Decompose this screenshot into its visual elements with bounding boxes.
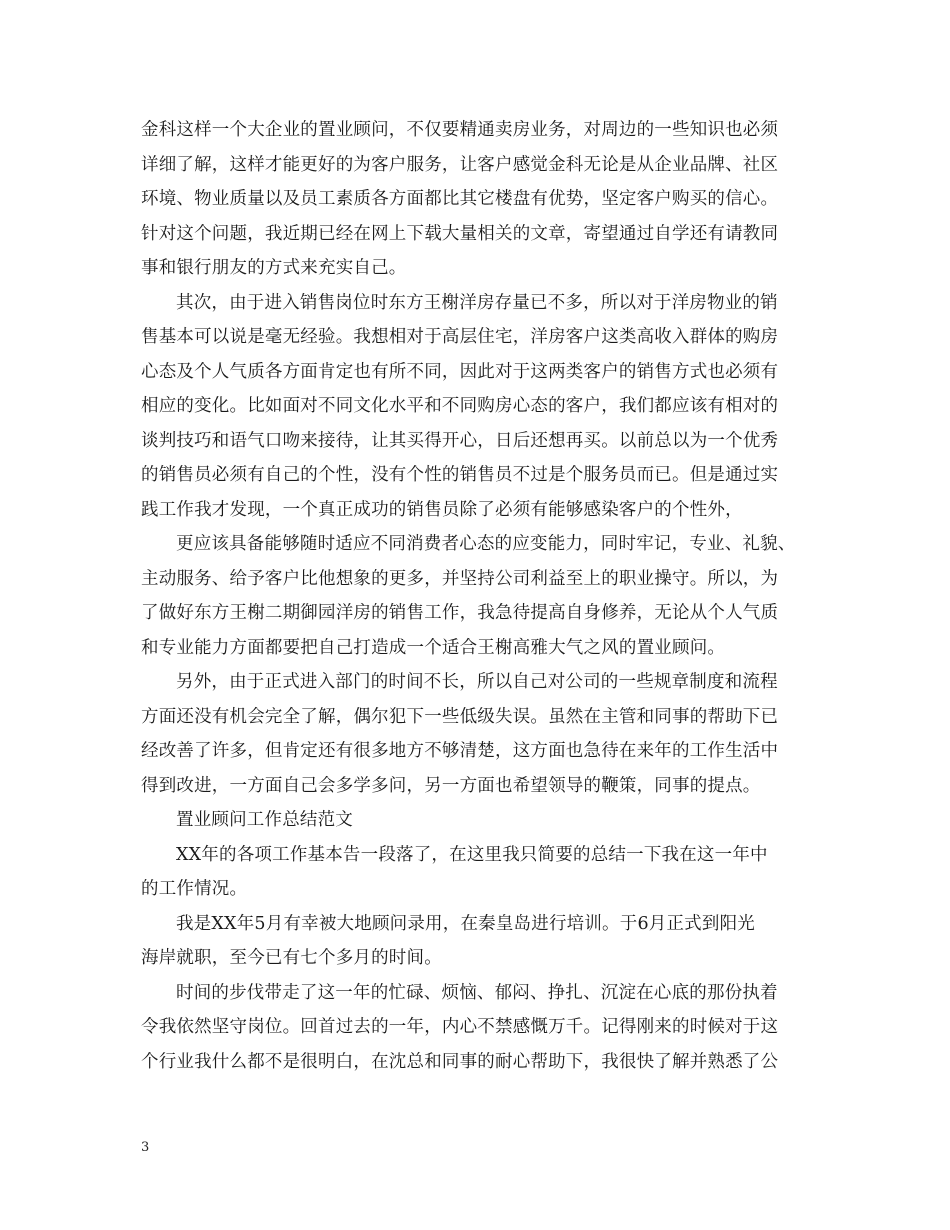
text-line: 令我依然坚守岗位。回首过去的一年，内心不禁感慨万千。记得刚来的时候对于这 xyxy=(141,1017,779,1037)
page-number: 3 xyxy=(141,1140,150,1155)
text-line: 环境、物业质量以及员工素质各方面都比其它楼盘有优势，坚定客户购买的信心。 xyxy=(141,189,779,209)
text-line: 了做好东方王榭二期御园洋房的销售工作，我急待提高自身修养，无论从个人气质 xyxy=(141,603,779,623)
text-line: 事和银行朋友的方式来充实自己。 xyxy=(141,258,407,278)
text-line: 主动服务、给予客户比他想象的更多，并坚持公司利益至上的职业操守。所以，为 xyxy=(141,568,779,589)
text-line: 践工作我才发现，一个真正成功的销售员除了必须有能够感染客户的个性外， xyxy=(141,499,743,520)
text-line: 个行业我什么都不是很明白，在沈总和同事的耐心帮助下，我很快了解并熟悉了公 xyxy=(141,1051,779,1072)
text-line: 经改善了许多，但肯定还有很多地方不够清楚，这方面也急待在来年的工作生活中 xyxy=(141,741,779,761)
text-line: 谈判技巧和语气口吻来接待，让其买得开心，日后还想再买。以前总以为一个优秀 xyxy=(141,430,779,451)
text-line: 得到改进，一方面自己会多学多问，另一方面也希望领导的鞭策，同事的提点。 xyxy=(141,775,761,796)
text-line: 售基本可以说是毫无经验。我想相对于高层住宅，洋房客户这类高收入群体的购房 xyxy=(141,327,779,347)
text-line: 方面还没有机会完全了解，偶尔犯下一些低级失误。虽然在主管和同事的帮助下已 xyxy=(141,706,779,727)
document-body xyxy=(141,113,831,1079)
text-line: 的工作情况。 xyxy=(141,879,248,899)
text-line: 海岸就职，至今已有七个多月的时间。 xyxy=(141,948,442,968)
text-line: 针对这个问题，我近期已经在网上下载大量相关的文章，寄望通过自学还有请教同 xyxy=(141,223,779,244)
text-line: 详细了解，这样才能更好的为客户服务，让客户感觉金科无论是从企业品牌、社区 xyxy=(141,154,779,175)
text-line: 另外，由于正式进入部门的时间不长，所以自己对公司的一些规章制度和流程 xyxy=(176,672,778,692)
text-line: 置业顾问工作总结范文 xyxy=(176,810,353,830)
text-line: 和专业能力方面都要把自己打造成一个适合王榭高雅大气之风的置业顾问。 xyxy=(141,637,726,658)
text-line: XX年的各项工作基本告一段落了，在这里我只简要的总结一下我在这一年中 xyxy=(176,844,768,865)
text-line: 心态及个人气质各方面肯定也有所不同，因此对于这两类客户的销售方式也必须有 xyxy=(141,361,779,382)
text-line: 其次，由于进入销售岗位时东方王榭洋房存量已不多，所以对于洋房物业的销 xyxy=(176,292,778,313)
text-line: 相应的变化。比如面对不同文化水平和不同购房心态的客户，我们都应该有相对的 xyxy=(141,396,779,416)
text-line: 的销售员必须有自己的个性，没有个性的销售员不过是个服务员而已。但是通过实 xyxy=(141,465,779,485)
text-line: 我是XX年5月有幸被大地顾问录用，在秦皇岛进行培训。于6月正式到阳光 xyxy=(176,913,755,934)
text-line: 更应该具备能够随时适应不同消费者心态的应变能力，同时牢记，专业、礼貌、 xyxy=(176,534,796,554)
text-line: 金科这样一个大企业的置业顾问，不仅要精通卖房业务，对周边的一些知识也必须 xyxy=(141,120,779,140)
text-line: 时间的步伐带走了这一年的忙碌、烦恼、郁闷、挣扎、沉淀在心底的那份执着 xyxy=(176,982,778,1003)
